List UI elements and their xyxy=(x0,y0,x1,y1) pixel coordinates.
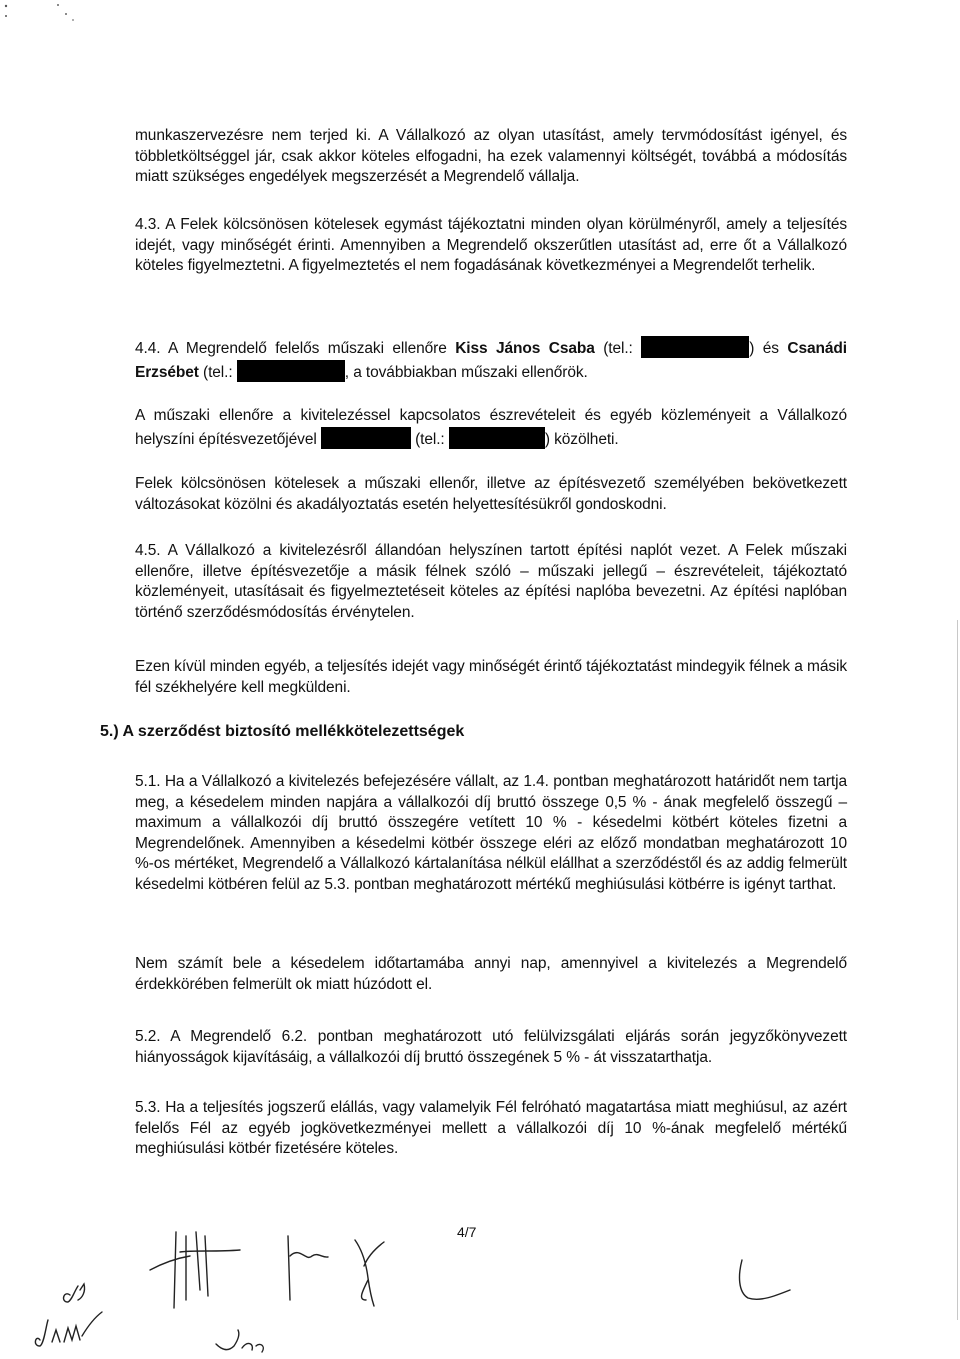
p44-text-a: 4.4. A Megrendelő felelős műszaki ellenőre xyxy=(135,340,456,357)
p44-text-d: (tel.: xyxy=(198,363,237,381)
section-heading-5: 5.) A szerződést biztosító mellékkötelezettségek xyxy=(100,723,465,740)
p44-text-e: , a továbbiakban műszaki ellenőrök. xyxy=(344,363,588,381)
paragraph-4-5: 4.5. A Vállalkozó a kivitelezésről állandóan helyszínen tartott építési naplót vezet. A Felek műszaki ellenőre, illetve építésvezetője a másik félnek szóló – műszaki jellegű – észrevételeit, tájékoztató közleményeit, utasításait és figyelmeztetéseit köteles az építési naplóba bevezetni. Az építési naplóban történő szerződésmódosítás érvénytelen. xyxy=(135,542,847,621)
paragraph-changes: Felek kölcsönösen kötelesek a műszaki ellenőr, illetve az építésvezető személyében bekövetkezett változásokat közölni és akadályoztatás esetén helyettesítésükről gondoskodni. xyxy=(135,475,847,513)
paragraph-notices: Ezen kívül minden egyéb, a teljesítés idejét vagy minőségét érintő tájékoztatást mindegyik félnek a másik fél székhelyére kell megküldeni. xyxy=(135,658,847,696)
paragraph-5-3: 5.3. Ha a teljesítés jogszerű elállás, vagy valamelyik Fél felróható magatartása miatt meghiúsul, az azért felelős Fél az egyéb jogkövetkezményei mellett a vállalkozói díj 10 %-ának megfelelő mértékű meghiúsulási kötbér fizetésére köteles. xyxy=(135,1099,847,1158)
paragraph-5-1: 5.1. Ha a Vállalkozó a kivitelezés befejezésére vállalt, az 1.4. pontban meghatározott határidőt nem tartja meg, a késedelem minden napjára a vállalkozói díj bruttó összege 0,5 % - ának megfelelő összegű – maximum a vállalkozói díj bruttó összegére vetített 10 % - késedelmi kötbért köteles fizetni a Megrendelőnek. Amennyiben a késedelmi kötbér összege eléri az előző mondatban meghatározott 10 %-os mértéket, Megrendelő a Vállalkozó kártalanítása nélkül elállhat a szerződéstől és az addig felmerült késedelmi kötbéren felül az 5.3. pontban meghatározott mértékű meghiúsulási kötbérre is igényt tarthat. xyxy=(135,773,847,893)
p-site-text-b: (tel.: xyxy=(410,430,449,448)
paragraph-4-3: 4.3. A Felek kölcsönösen kötelesek egymást tájékoztatni minden olyan körülményről, amely a teljesítés idejét, vagy minőségét érinti. Amennyiben a Megrendelő okszerűtlen utasítást ad, erre őt a Vállalkozó köteles figyelmeztetni. A figyelmeztetés el nem fogadásának következményei a Megrendelőt terhelik. xyxy=(135,216,847,275)
paragraph-5-2: 5.2. A Megrendelő 6.2. pontban meghatározott utó felülvizsgálati eljárás során jegyzőkönyvezett hiányosságok kijavításáig, a vállalkozói díj bruttó összegének 5 % - át visszatarthatja. xyxy=(135,1028,847,1066)
engineer-name-1: Kiss János Csaba xyxy=(455,340,595,357)
engineer-name-2: Csanádi Erzsébet xyxy=(135,340,847,381)
page-number: 4/7 xyxy=(457,1224,477,1240)
p-site-text-a: A műszaki ellenőre a kivitelezéssel kapcsolatos észrevételeit és egyéb közleményeit a Vállalkozó helyszíni építésvezetőjével xyxy=(135,407,847,448)
p44-text-c: ) és xyxy=(749,340,788,357)
p44-text-b: (tel.: xyxy=(594,340,642,357)
p-site-text-c: ) közölheti. xyxy=(544,430,619,448)
paragraph-continuation: munkaszervezésre nem terjed ki. A Vállalkozó az olyan utasítást, amely tervmódosítást igényel, és többletköltséggel jár, csak akkor köteles elfogadni, ha ezek valamennyi költségét, továbbá a módosítás miatt szükséges engedélyek megszerzését a Megrendelő vállalja. xyxy=(135,127,847,186)
paragraph-delay-exclusion: Nem számít bele a késedelem időtartamába annyi nap, amennyivel a kivitelezés a Megrendelő érdekkörében felmerült ok miatt húzódott el. xyxy=(135,955,847,993)
